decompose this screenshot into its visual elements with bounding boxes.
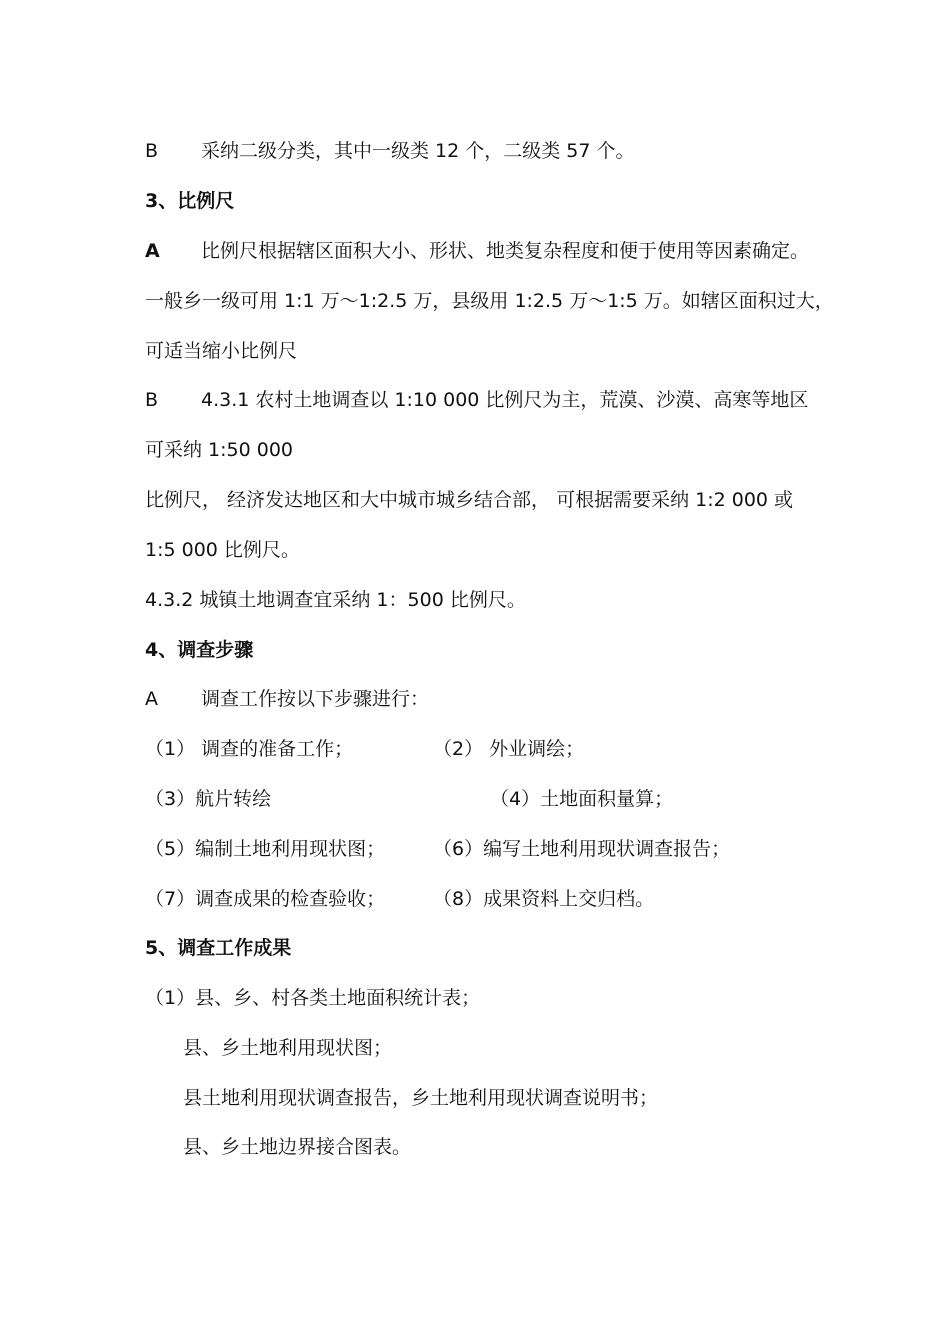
step-item: （4）土地面积量算； — [490, 788, 674, 810]
item-marker: B — [145, 389, 159, 411]
paragraph-line: 4.3.2 城镇土地调查宜采纳 1：500 比例尺。 — [145, 589, 526, 611]
section-heading-results: 5、调查工作成果 — [145, 937, 292, 959]
paragraph-a-scale — [145, 238, 810, 264]
item-marker: A — [145, 240, 160, 262]
step-item: （8）成果资料上交归档。 — [433, 888, 655, 910]
paragraph-text: 4.3.1 农村土地调查以 1:10 000 比例尺为主，荒漠、沙漠、高寒等地区 — [201, 389, 809, 411]
paragraph-line: 可适当缩小比例尺 — [145, 340, 298, 362]
result-item: 县、乡土地利用现状图； — [183, 1037, 393, 1059]
result-item: 县土地利用现状调查报告，乡土地利用现状调查说明书； — [183, 1087, 659, 1109]
paragraph-line: 1:5 000 比例尺。 — [145, 539, 300, 561]
step-item: （2） 外业调绘； — [433, 738, 585, 760]
result-item: （1）县、乡、村各类土地面积统计表； — [145, 987, 481, 1009]
section-heading-scale: 3、比例尺 — [145, 190, 235, 212]
paragraph-text: 比例尺根据辖区面积大小、形状、地类复杂程度和便于使用等因素确定。 — [201, 240, 810, 262]
paragraph-b-classification — [145, 138, 635, 164]
step-item: （3）航片转绘 — [145, 788, 272, 810]
step-item: （5）编制土地利用现状图； — [145, 838, 386, 860]
step-item: （1） 调查的准备工作； — [145, 738, 354, 760]
paragraph-text: 采纳二级分类，其中一级类 12 个，二级类 57 个。 — [201, 140, 635, 162]
paragraph-line: 比例尺， 经济发达地区和大中城市城乡结合部， 可根据需要采纳 1:2 000 或 — [145, 489, 794, 511]
paragraph-b-rural — [145, 387, 809, 413]
step-item: （6）编写土地利用现状调查报告； — [433, 838, 731, 860]
section-heading-steps: 4、调查步骤 — [145, 639, 254, 661]
item-marker: B — [145, 140, 159, 162]
result-item: 县、乡土地边界接合图表。 — [183, 1136, 412, 1158]
item-marker: A — [145, 688, 158, 710]
paragraph-a-steps-intro — [145, 686, 430, 712]
step-item: （7）调查成果的检查验收； — [145, 888, 386, 910]
paragraph-line: 一般乡一级可用 1:1 万～1:2.5 万，县级用 1:2.5 万～1:5 万。如辖区面积过大， — [145, 290, 834, 312]
paragraph-text: 调查工作按以下步骤进行： — [201, 688, 430, 710]
paragraph-line: 可采纳 1:50 000 — [145, 439, 294, 461]
